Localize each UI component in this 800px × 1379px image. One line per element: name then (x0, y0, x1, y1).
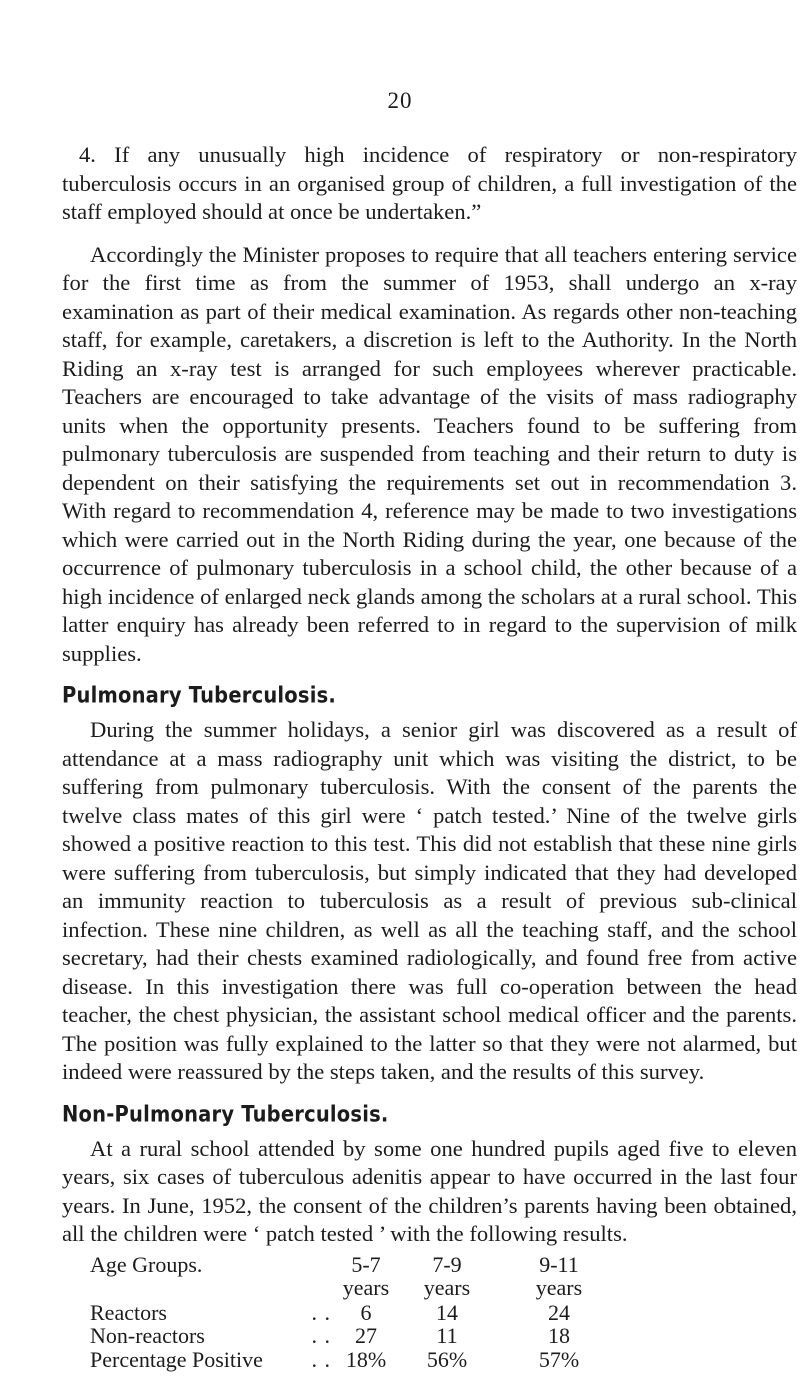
table-cell: 11 (436, 1323, 458, 1348)
column-header-unit: years (342, 1275, 390, 1300)
paragraph-recommendation-4: 4. If any unusually high incidence of respiratory or non-respiratory tuberculosis occurs in an organised group of children, a full investigation of the staff employed should at once be undertaken.” (62, 142, 797, 224)
paragraph-non-pulmonary-tuberculosis: At a rural school attended by some one hundred pupils aged five to eleven years, six cases of tuberculous adenitis appear to have occurred in the last four years. In June, 1952, the consent of the children’s parents having been obtained, all the children were ‘ patch tested ’ with the following results. (62, 1135, 797, 1246)
patch-test-results-table (62, 1253, 615, 1372)
table-cell: 18% (345, 1346, 387, 1372)
row-label-non-reactors: Non-reactors (90, 1323, 205, 1348)
paragraph-minister-proposal: Accordingly the Minister proposes to require that all teachers entering service for the first time as from the summer of 1953, shall undergo an x-ray examination as part of their medical examination. As regards other non-teaching staff, for example, caretakers, a discretion is left to the Authority. In the North Riding an x-ray test is arranged for such employees wherever practicable. Teachers are encouraged to take advantage of the visits of mass radiography units when the opportunity presents. Teachers found to be suffering from pulmonary tuberculosis are suspended from teaching and their return to duty is dependent on their satisfying the requirements set out in recommendation 3. With regard to recommendation 4, reference may be made to two investigations which were carried out in the North Riding during the year, one because of the occurrence of pulmonary tuberculosis in a school child, the other because of a high incidence of enlarged neck glands among the scholars at a rural school. This latter enquiry has already been referred to in regard to the supervision of milk supplies. (62, 241, 797, 666)
age-groups-label: Age Groups. (90, 1251, 203, 1277)
page-content (62, 141, 797, 1371)
leader-dots: . . (311, 1323, 331, 1348)
row-label-percentage-positive: Percentage Positive (90, 1346, 263, 1372)
table-cell: 57% (538, 1346, 580, 1372)
column-header-unit: years (535, 1275, 583, 1300)
heading-non-pulmonary-tuberculosis: Non-Pulmonary Tuberculosis. (62, 1101, 389, 1127)
column-header-range: 7-9 (432, 1251, 462, 1277)
table-cell: 14 (436, 1299, 458, 1325)
page-number: 20 (387, 88, 413, 113)
table-header-unit-row (62, 1276, 615, 1301)
table-cell: 27 (355, 1323, 377, 1348)
heading-pulmonary-tuberculosis: Pulmonary Tuberculosis. (62, 682, 337, 709)
row-label-reactors: Reactors (90, 1299, 167, 1325)
column-header-range: 9-11 (539, 1251, 579, 1277)
table-row (62, 1301, 615, 1325)
column-header-range: 5-7 (351, 1251, 381, 1277)
leader-dots: . . (311, 1346, 331, 1372)
table-header-row (62, 1253, 615, 1277)
table-cell: 56% (426, 1346, 468, 1372)
table-cell: 6 (360, 1299, 372, 1325)
table-cell: 18 (548, 1323, 570, 1348)
table-row (62, 1324, 615, 1348)
table-row (62, 1348, 615, 1372)
paragraph-pulmonary-tuberculosis: During the summer holidays, a senior girl was discovered as a result of attendance at a mass radiography unit which was visiting the district, to be suffering from pulmonary tuberculosis. With the consent of the parents the twelve class mates of this girl were ‘ patch tested.’ Nine of the twelve girls showed a positive reaction to this test. This did not establish that these nine girls were suffering from tuberculosis, but simply indicated that they had developed an immunity reaction to tuberculosis as a result of previous sub-clinical infection. These nine children, as well as all the teaching staff, and the school secretary, had their chests examined radiologically, and found free from active disease. In this investigation there was full co-operation between the head teacher, the chest physician, the assistant school medical officer and the parents. The position was fully explained to the latter so that they were not alarmed, but indeed were reassured by the steps taken, and the results of this survey. (62, 717, 797, 1084)
leader-dots: . . (311, 1299, 331, 1325)
column-header-unit: years (423, 1275, 471, 1300)
table-cell: 24 (548, 1299, 570, 1325)
